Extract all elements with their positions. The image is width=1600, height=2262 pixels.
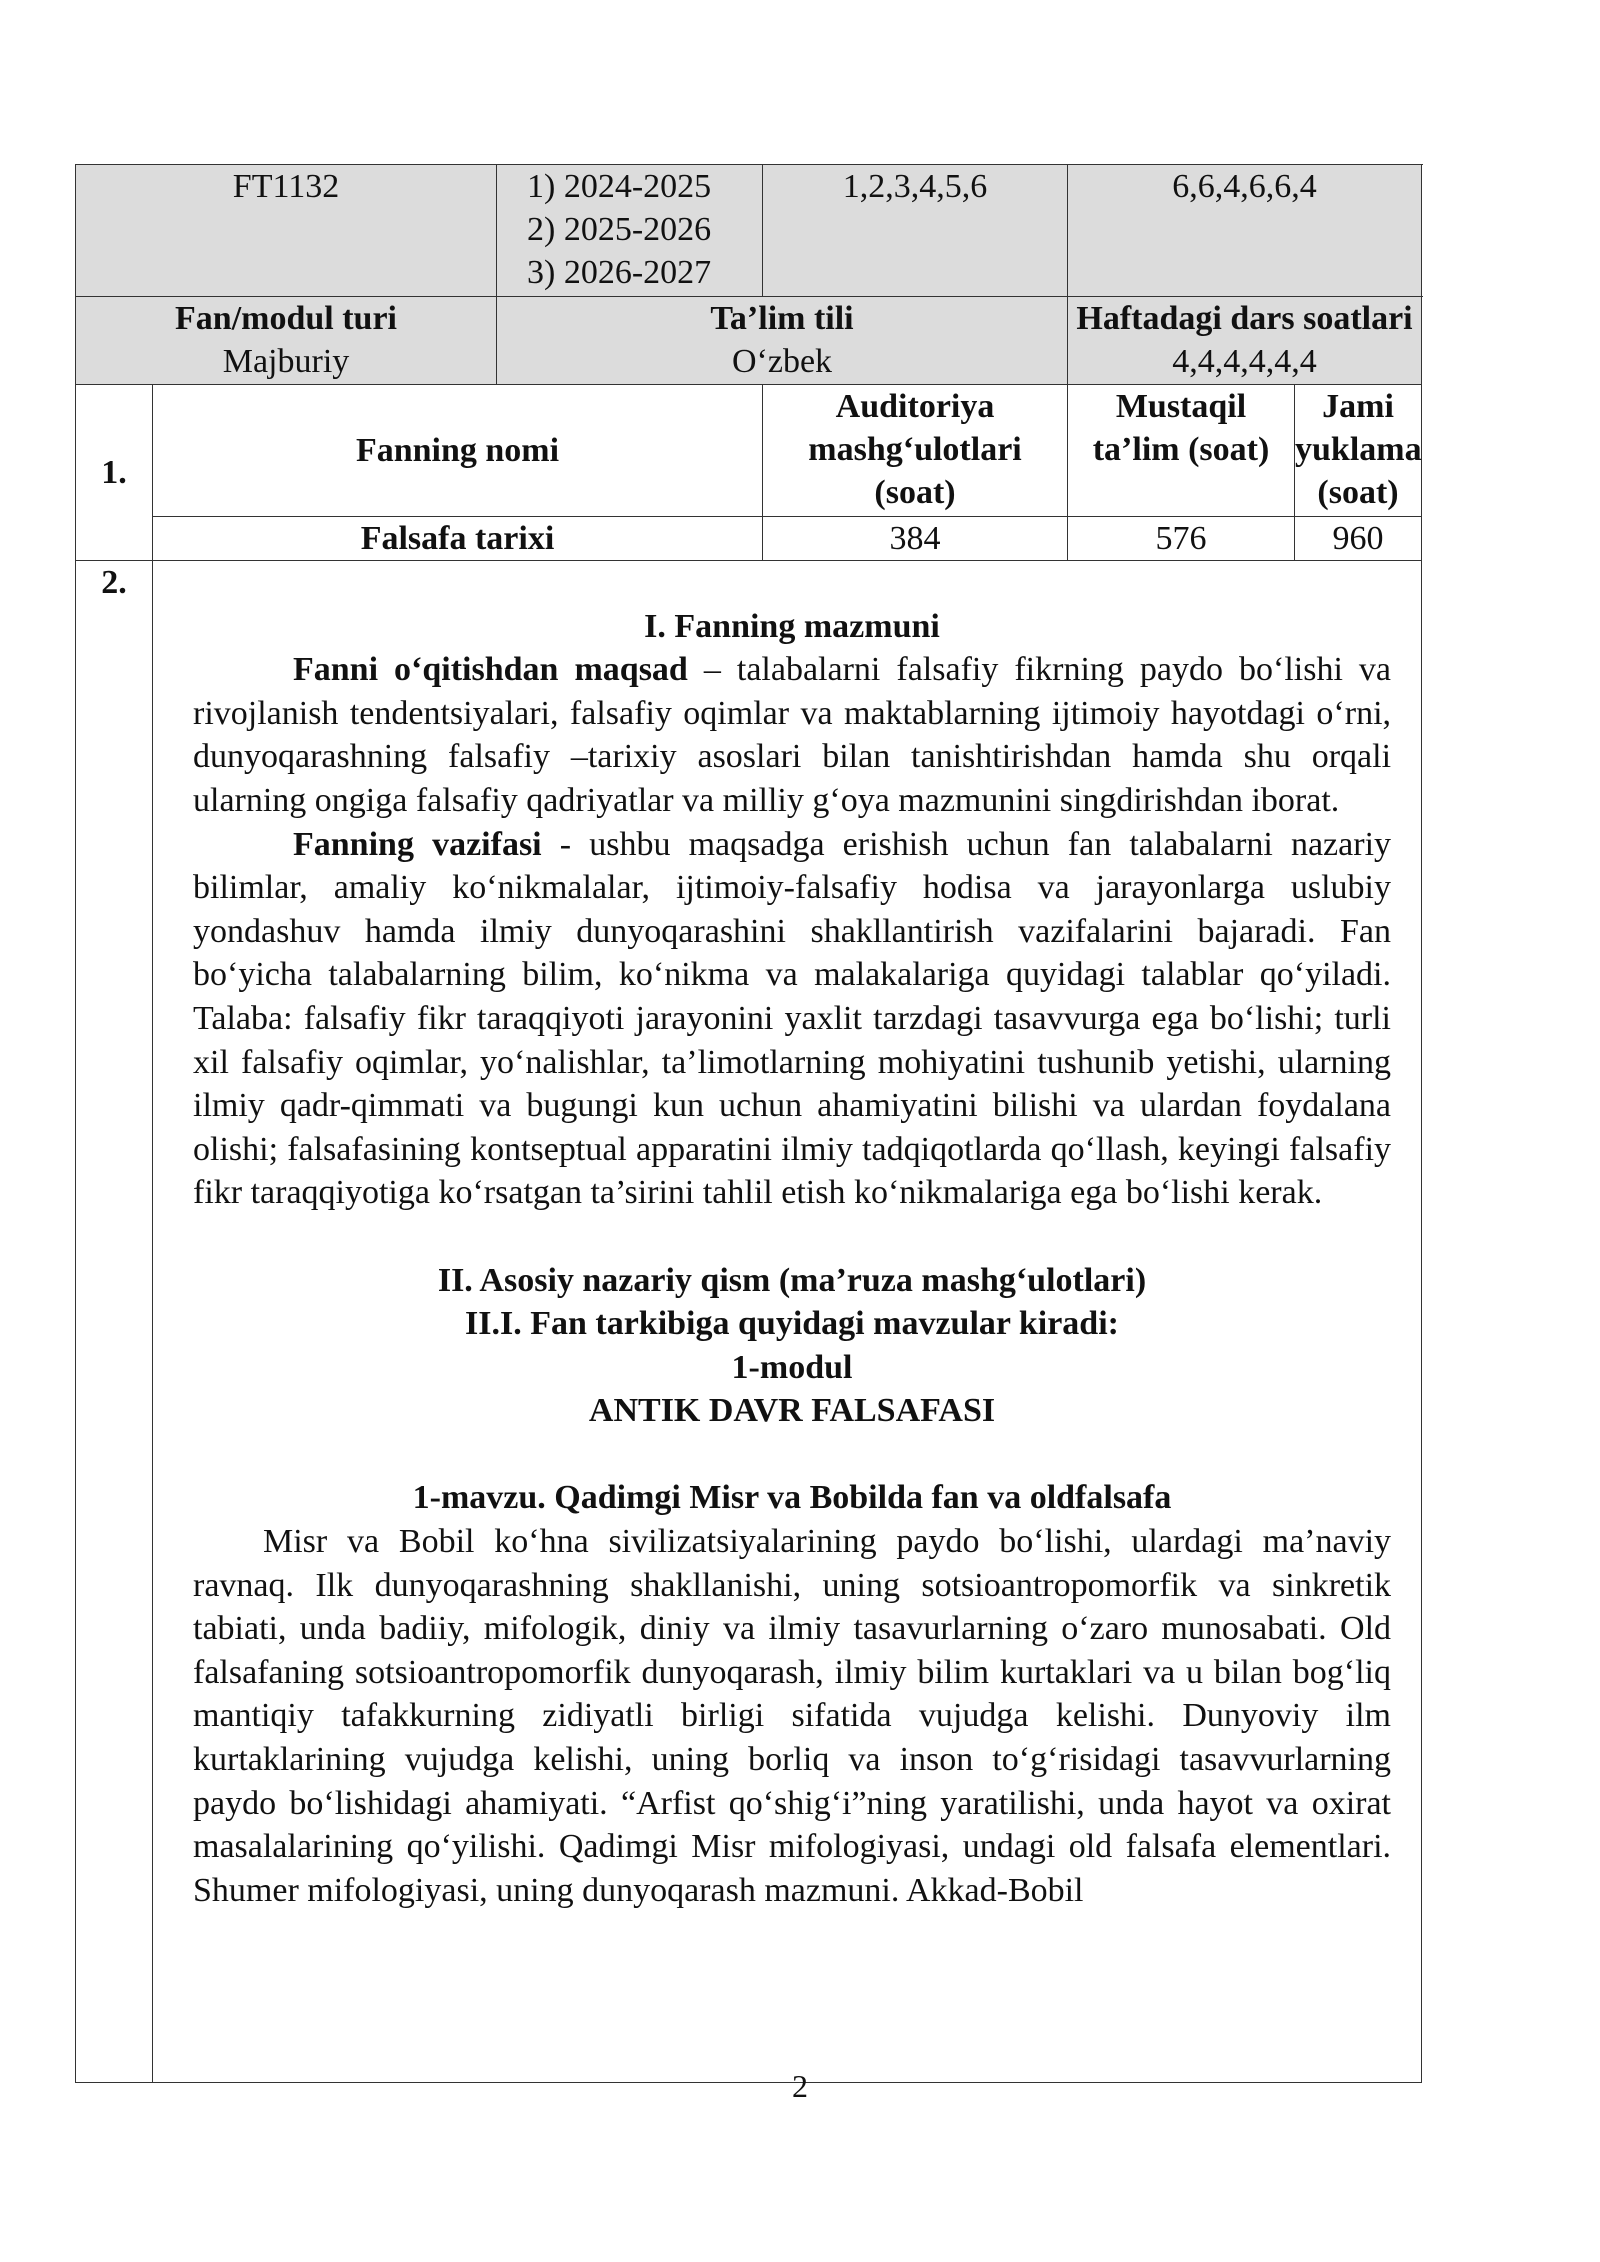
academic-year-1: 1) 2024-2025 (527, 168, 712, 205)
weekly-hours-label: Haftadagi dars soatlari (1076, 300, 1413, 337)
module-type-value: Majburiy (222, 343, 350, 380)
subject-name-header: Fanning nomi (153, 385, 763, 517)
independent-hours: 576 (1068, 517, 1295, 561)
total-header-line-1: Jami (1322, 388, 1394, 425)
auditory-hours: 384 (763, 517, 1068, 561)
curriculum-table (75, 164, 1422, 2083)
goal-paragraph (193, 648, 1391, 822)
weekly-hours-value: 4,4,4,4,4,4 (1172, 343, 1317, 380)
module-type-cell (76, 297, 497, 385)
credits: 6,6,4,6,6,4 (1172, 168, 1317, 205)
weekly-hours-cell (1068, 297, 1422, 385)
auditory-header-line-1: Auditoriya (835, 388, 995, 425)
task-paragraph (193, 823, 1391, 1215)
academic-year-3: 3) 2026-2027 (527, 254, 712, 291)
goal-text: – talabalarni falsafiy fikrning paydo bo‘lishi va rivojlanish tendentsiyalari, falsafiy oqimlar va maktablarning ijtimoiy hayotdagi o‘rni, dunyoqarashning falsafiy –tarixiy asoslari bilan tanishtirishdan hamda shu orqali ularning ongiga falsafiy qadriyatlar va milliy g‘oya mazmunini singdirishdan iborat. (193, 651, 1392, 819)
independent-header-line-1: Mustaqil (1115, 388, 1247, 425)
row-number-2: 2. (76, 561, 153, 2083)
topic-1-title: 1-mavzu. Qadimgi Misr va Bobilda fan va oldfalsafa (412, 1479, 1172, 1517)
module-title: ANTIK DAVR FALSAFASI (588, 1392, 996, 1430)
page-number: 2 (792, 2068, 808, 2104)
goal-label: Fanni o‘qitishdan maqsad (293, 651, 688, 689)
course-content (153, 561, 1421, 1912)
subject-name: Falsafa tarixi (153, 517, 763, 561)
auditory-header-line-2: mashg‘ulotlari (808, 431, 1022, 468)
row-number-1: 1. (76, 385, 153, 561)
auditory-hours-header (763, 385, 1068, 517)
language-label: Ta’lim tili (710, 300, 854, 337)
task-label: Fanning vazifasi (293, 825, 542, 863)
auditory-header-line-3: (soat) (874, 474, 956, 511)
course-code: FT1132 (232, 168, 340, 205)
document-page (75, 164, 1421, 2083)
total-header-line-3: (soat) (1317, 474, 1399, 511)
semesters-cell (763, 165, 1068, 297)
total-hours: 960 (1295, 517, 1422, 561)
semesters: 1,2,3,4,5,6 (842, 168, 988, 205)
credits-cell (1068, 165, 1422, 297)
module-number: 1-modul (731, 1348, 853, 1386)
independent-header-line-2: ta’lim (soat) (1092, 431, 1270, 468)
academic-years-cell (497, 165, 763, 297)
section-2-subtitle: II.I. Fan tarkibiga quyidagi mavzular kiradi: (465, 1305, 1119, 1343)
section-2-title: II. Asosiy nazariy qism (ma’ruza mashg‘ulotlari) (437, 1261, 1147, 1299)
module-type-label: Fan/modul turi (175, 300, 397, 337)
section-1-title: I. Fanning mazmuni (644, 607, 940, 645)
total-hours-header (1295, 385, 1422, 517)
total-header-line-2: yuklama (1295, 431, 1422, 468)
language-cell (497, 297, 1068, 385)
language-value: O‘zbek (731, 343, 833, 380)
topic-1-text: Misr va Bobil ko‘hna sivilizatsiyalarining paydo bo‘lishi, ulardagi ma’naviy ravnaq. Ilk dunyoqarashning shakllanishi, uning sotsioantropomorfik va sinkretik tabiati, unda badiiy, mifologik, diniy va ilmiy tasavurlarning o‘zaro munosabati. Old falsafaning sotsioantropomorfik dunyoqarash, ilmiy bilim kurtaklari va u bilan bog‘liq mantiqiy tafakkurning zidiyatli birligi sifatida vujudga kelishi. Dunyoviy ilm kurtaklarining vujudga kelishi, uning borliq va inson to‘g‘risidagi tasavvurlarning paydo bo‘lishidagi ahamiyati. “Arfist qo‘shig‘i”ning yaratilishi, unda hayot va oxirat masalalarining qo‘yilishi. Qadimgi Misr mifologiyasi, undagi old falsafa elementlari. Shumer mifologiyasi, uning dunyoqarash mazmuni. Akkad-Bobil (193, 1523, 1392, 1909)
independent-hours-header (1068, 385, 1295, 517)
course-code-cell (76, 165, 497, 297)
task-text: - ushbu maqsadga erishish uchun fan talabalarni nazariy bilimlar, amaliy ko‘nikmalalar, ijtimoiy-falsafiy hodisa va jarayonlarga uslubiy yondashuv hamda ilmiy dunyoqarashini shakllantirish vazifalarini bajaradi. Fan bo‘yicha talabalarning bilim, ko‘nikma va malakalariga quyidagi talablar qo‘yiladi. Talaba: falsafiy fikr taraqqiyoti jarayonini yaxlit tarzdagi tasavvurga ega bo‘lishi; turli xil falsafiy oqimlar, yo‘nalishlar, ta’limotlarning mohiyatini tushunib yetishi, ularning ilmiy qadr-qimmati va bugungi kun uchun ahamiyatini bilishi va ulardan foydalana olishi; falsafasining kontseptual apparatini ilmiy tadqiqotlarda qo‘llash, keyingi falsafiy fikr taraqqiyotiga ko‘rsatgan ta’sirini tahlil etish ko‘nikmalariga ega bo‘lishi kerak. (193, 825, 1392, 1212)
academic-year-2: 2) 2025-2026 (527, 211, 712, 248)
course-content-cell (153, 561, 1422, 2083)
